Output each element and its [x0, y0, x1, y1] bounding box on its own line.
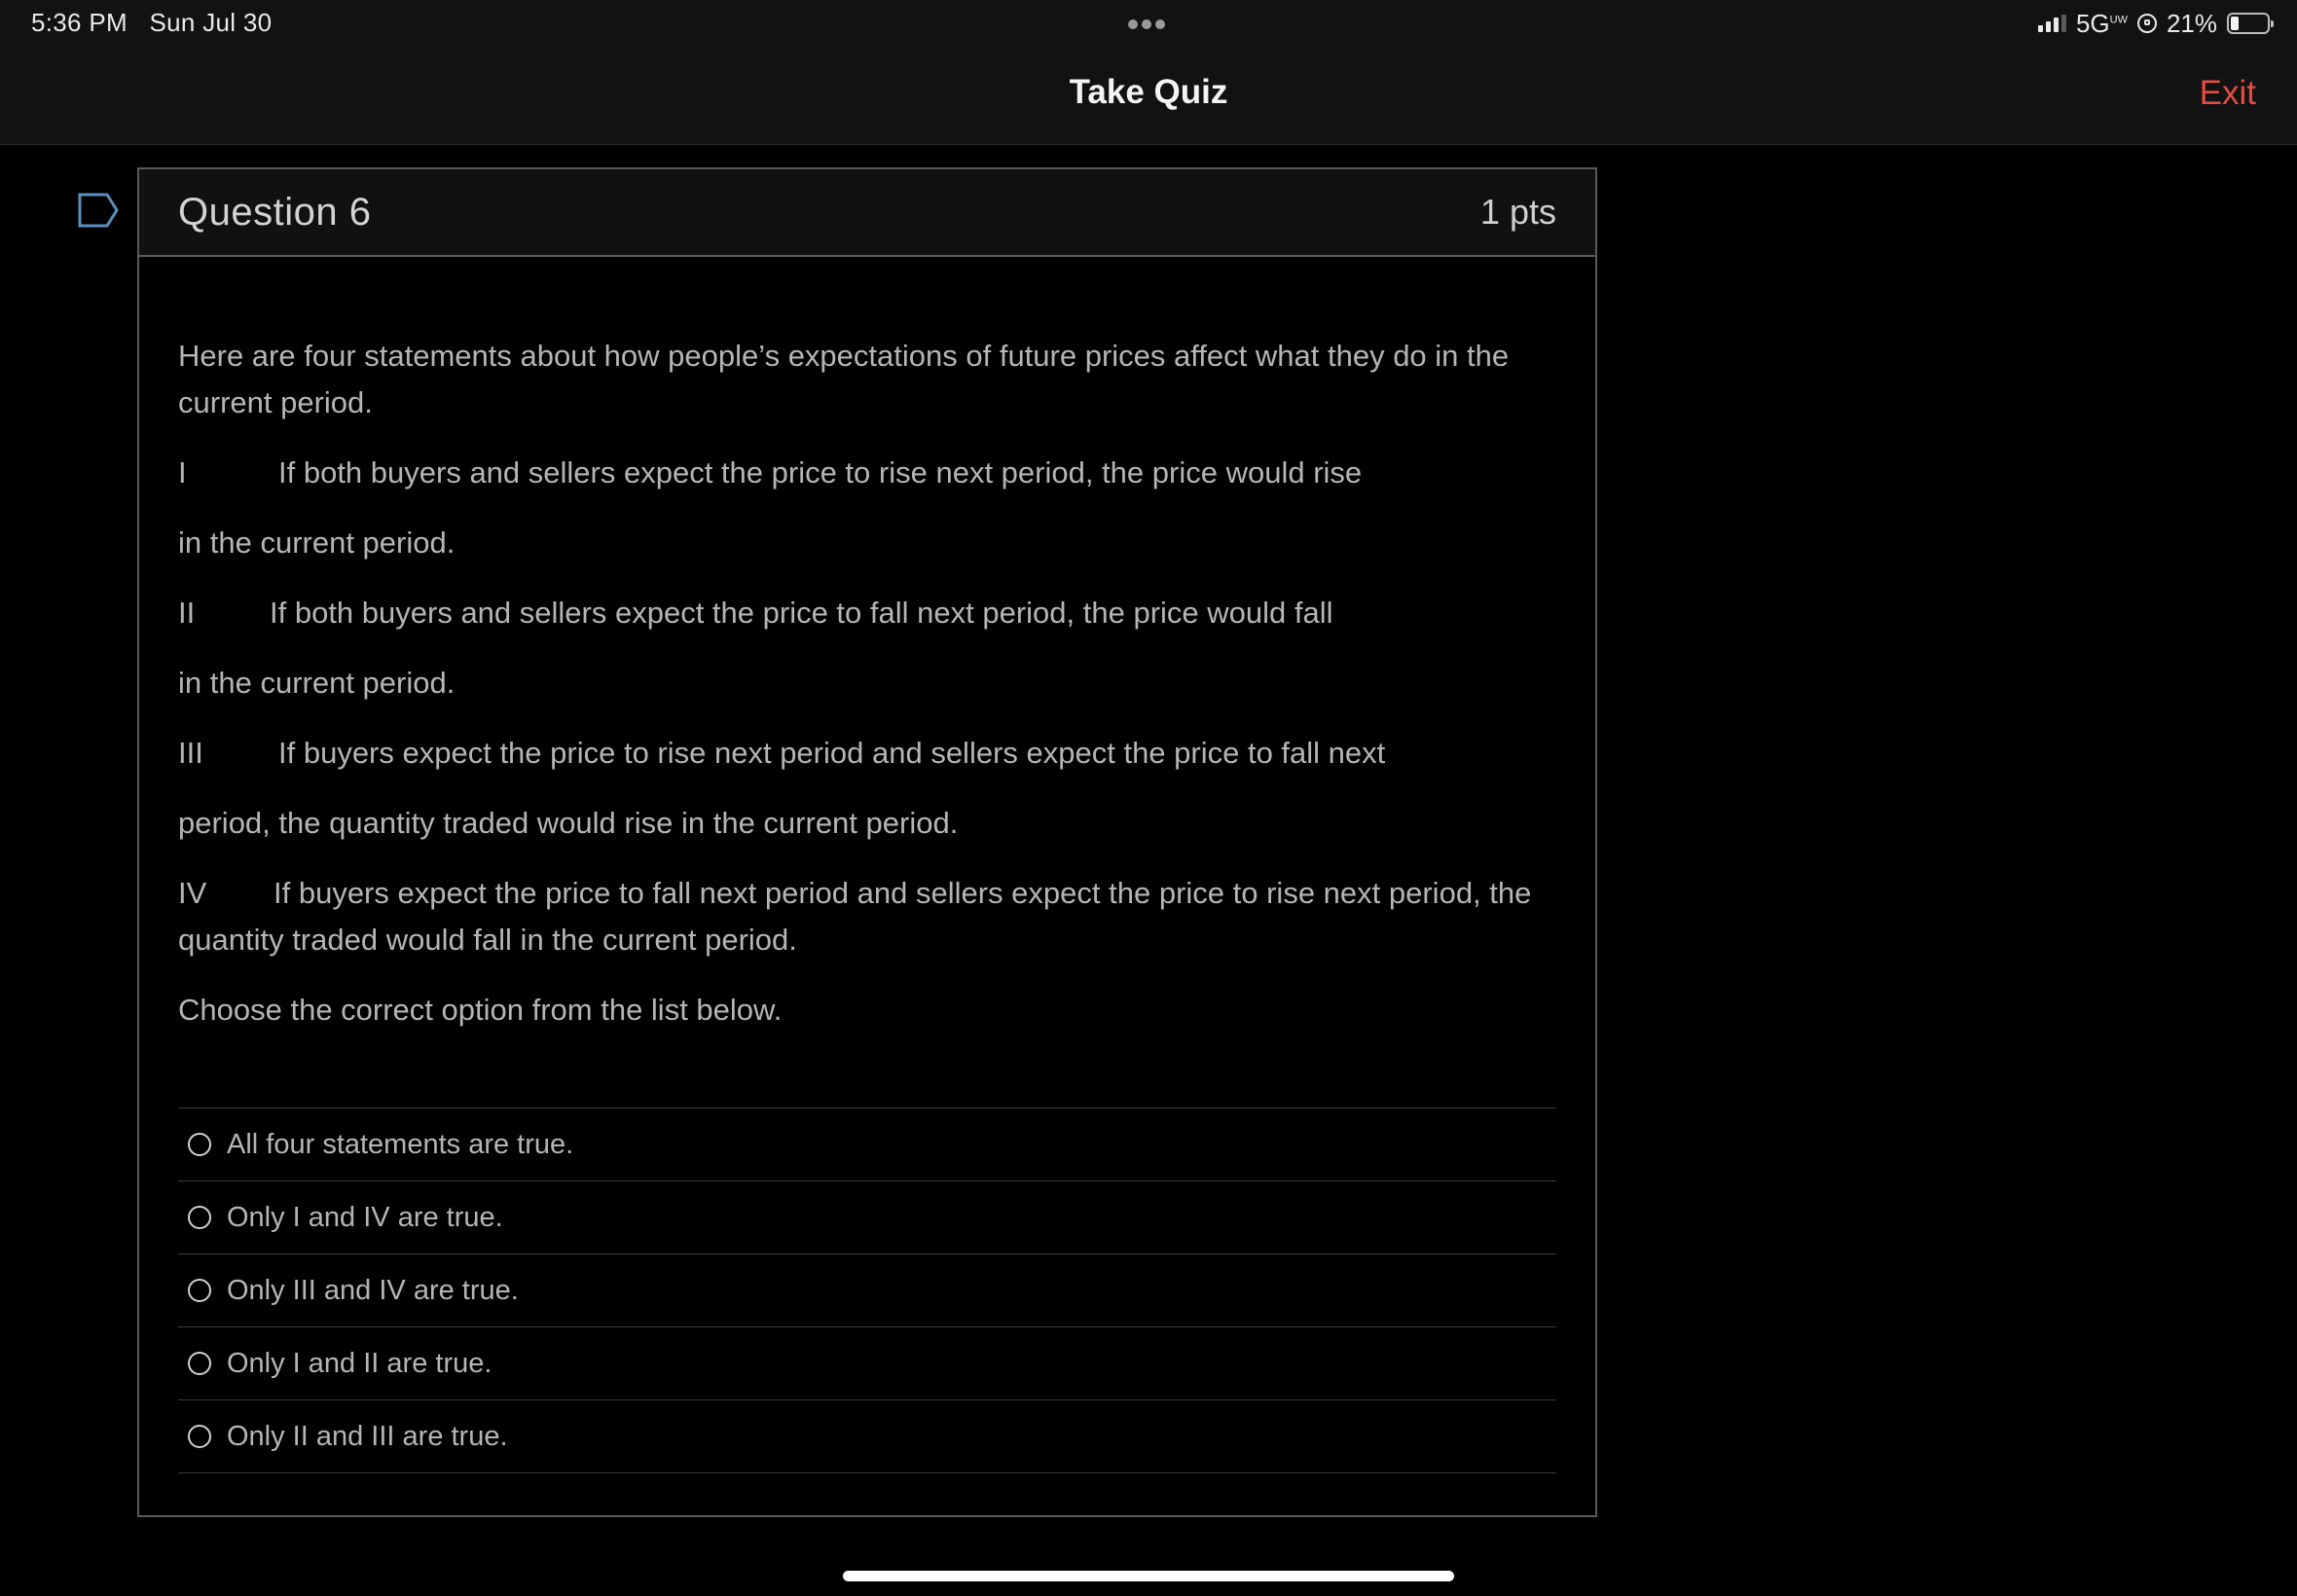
radio-button[interactable]	[188, 1425, 211, 1448]
answer-option-2[interactable]	[178, 1181, 1556, 1254]
answer-option-3[interactable]	[178, 1254, 1556, 1327]
signal-icon	[2038, 15, 2066, 32]
page-title: Take Quiz	[1069, 73, 1228, 111]
answer-label: Only I and II are true.	[227, 1347, 492, 1379]
statement-3-continuation: period, the quantity traded would rise in the current period.	[178, 806, 959, 840]
statement-3	[178, 730, 1556, 777]
statement-numeral: I	[178, 455, 187, 490]
statement-text: If buyers expect the price to rise next period and sellers expect the price to fall next	[278, 736, 1386, 770]
answer-label: Only III and IV are true.	[227, 1274, 519, 1306]
radio-button[interactable]	[188, 1279, 211, 1302]
statement-text: If buyers expect the price to fall next period and sellers expect the price to rise next period, the quantity traded would fall in the current period.	[178, 876, 1532, 957]
question-card	[137, 167, 1597, 1517]
flag-question-icon[interactable]	[78, 193, 121, 228]
question-instruction: Choose the correct option from the list below.	[178, 993, 783, 1027]
statement-numeral: II	[178, 596, 196, 630]
status-indicators	[2038, 8, 2270, 39]
question-text	[139, 257, 1595, 1034]
question-title: Question 6	[178, 190, 372, 234]
answer-option-1[interactable]	[178, 1108, 1556, 1181]
answer-choices	[178, 1107, 1556, 1473]
status-time: 5:36 PM	[31, 8, 128, 37]
answer-option-5[interactable]	[178, 1400, 1556, 1473]
statement-2	[178, 590, 1556, 636]
answer-option-4[interactable]	[178, 1327, 1556, 1400]
statement-4	[178, 870, 1556, 963]
battery-icon	[2227, 13, 2270, 34]
status-time-date	[31, 8, 272, 38]
answer-label: Only I and IV are true.	[227, 1201, 503, 1233]
answer-label: Only II and III are true.	[227, 1420, 508, 1452]
question-header	[139, 169, 1595, 257]
statement-numeral: IV	[178, 876, 207, 910]
question-intro: Here are four statements about how people’s expectations of future prices affect what they do in the current period.	[178, 339, 1510, 419]
battery-percent: 21%	[2166, 8, 2217, 38]
network-label: $5G^{UW}$	[2075, 8, 2128, 38]
exit-button[interactable]: Exit	[2199, 74, 2256, 112]
multitasking-dots-icon[interactable]	[1128, 17, 1171, 28]
top-bar	[0, 0, 2297, 145]
radio-button[interactable]	[188, 1133, 211, 1156]
radio-button[interactable]	[188, 1352, 211, 1375]
statement-1	[178, 450, 1556, 496]
answer-label: All four statements are true.	[227, 1128, 574, 1160]
rotation-lock-icon	[2137, 14, 2157, 33]
statement-2-continuation: in the current period.	[178, 666, 456, 700]
statement-1-continuation: in the current period.	[178, 526, 456, 560]
question-points: 1 pts	[1479, 192, 1556, 232]
statement-text: If both buyers and sellers expect the price to fall next period, the price would fall	[270, 596, 1333, 630]
statement-text: If both buyers and sellers expect the price to rise next period, the price would rise	[278, 455, 1363, 490]
home-indicator[interactable]	[843, 1571, 1454, 1581]
status-date: Sun Jul 30	[149, 8, 273, 37]
battery-level	[2231, 17, 2239, 30]
radio-button[interactable]	[188, 1206, 211, 1229]
statement-numeral: III	[178, 736, 203, 770]
